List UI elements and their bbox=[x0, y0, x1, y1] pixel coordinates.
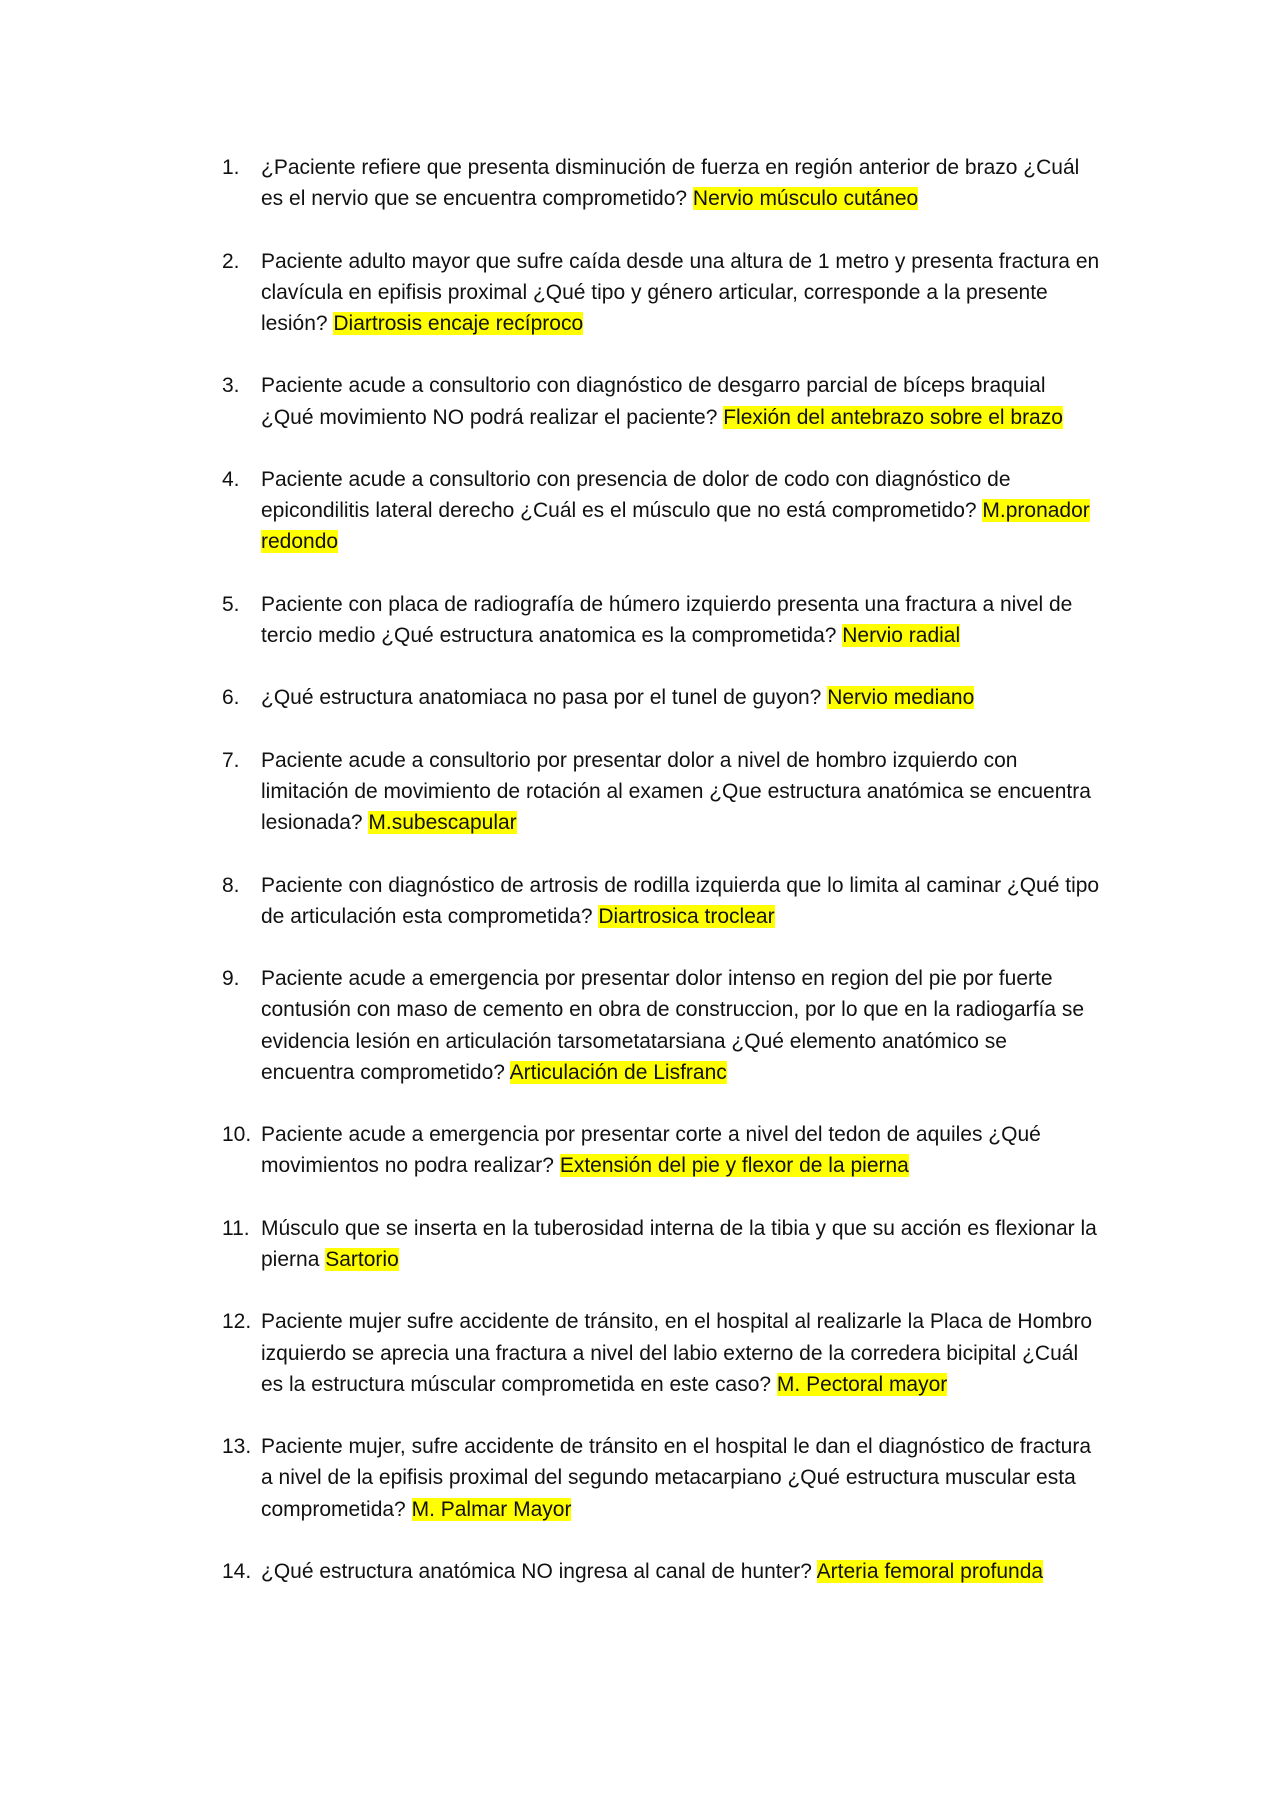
question-item bbox=[222, 745, 1102, 839]
question-number: 10. bbox=[222, 1123, 252, 1147]
highlighted-answer: Sartorio bbox=[325, 1247, 399, 1271]
question-number: 9. bbox=[222, 967, 240, 991]
highlighted-answer: M.subescapular bbox=[368, 811, 517, 835]
question-text: Paciente adulto mayor que sufre caída desde una altura de 1 metro y presenta fractura en clavícula en epifisis proximal ¿Qué tipo y género articular, corresponde a la presente lesión? bbox=[261, 249, 1100, 335]
question-number: 4. bbox=[222, 467, 240, 491]
question-item bbox=[222, 246, 1102, 340]
question-item bbox=[222, 1556, 1102, 1587]
question-text: Paciente acude a emergencia por presentar corte a nivel del tedon de aquiles ¿Qué movimientos no podra realizar? bbox=[261, 1123, 1041, 1178]
question-text: Paciente con placa de radiografía de húmero izquierdo presenta una fractura a nivel de tercio medio ¿Qué estructura anatomica es la comprometida? bbox=[261, 592, 1073, 647]
question-item bbox=[222, 464, 1102, 558]
question-item bbox=[222, 870, 1102, 932]
question-item bbox=[222, 1431, 1102, 1525]
highlighted-answer: Flexión del antebrazo sobre el brazo bbox=[723, 405, 1063, 429]
question-item bbox=[222, 1213, 1102, 1275]
highlighted-answer: Diartrosica troclear bbox=[598, 904, 775, 928]
question-text: ¿Qué estructura anatómica NO ingresa al canal de hunter? bbox=[261, 1559, 817, 1583]
highlighted-answer: Articulación de Lisfranc bbox=[509, 1060, 727, 1084]
highlighted-answer: Nervio radial bbox=[842, 623, 961, 647]
question-number: 14. bbox=[222, 1559, 252, 1583]
question-number: 8. bbox=[222, 873, 240, 897]
question-text: ¿Qué estructura anatomiaca no pasa por el tunel de guyon? bbox=[261, 686, 828, 710]
question-number: 13. bbox=[222, 1435, 252, 1459]
highlighted-answer: Nervio músculo cutáneo bbox=[692, 187, 919, 211]
question-number: 11. bbox=[222, 1216, 250, 1240]
question-number: 5. bbox=[222, 592, 240, 616]
question-text: Paciente con diagnóstico de artrosis de rodilla izquierda que lo limita al caminar ¿Qué tipo de articulación esta comprometida? bbox=[261, 873, 1100, 928]
question-item bbox=[222, 152, 1102, 214]
highlighted-answer: M. Pectoral mayor bbox=[776, 1372, 948, 1396]
question-text: Paciente mujer, sufre accidente de tránsito en el hospital le dan el diagnóstico de fractura a nivel de la epifisis proximal del segundo metacarpiano ¿Qué estructura muscular esta comprometida? bbox=[261, 1435, 1092, 1521]
question-text: ¿Paciente refiere que presenta disminución de fuerza en región anterior de brazo ¿Cuál es el nervio que se encuentra comprometido? bbox=[261, 156, 1080, 211]
highlighted-answer: Arteria femoral profunda bbox=[816, 1559, 1044, 1583]
question-item bbox=[222, 1119, 1102, 1181]
question-number: 12. bbox=[222, 1310, 252, 1334]
question-number: 1. bbox=[222, 156, 240, 179]
question-item bbox=[222, 963, 1102, 1088]
question-number: 6. bbox=[222, 686, 240, 710]
question-text: Paciente acude a emergencia por presentar dolor intenso en region del pie por fuerte contusión con maso de cemento en obra de construccion, por lo que en la radiogarfía se evidencia lesión en articulación tarsometatarsiana ¿Qué elemento anatómico se encuentra comprometido? bbox=[261, 967, 1085, 1084]
question-item bbox=[222, 1306, 1102, 1400]
question-number: 3. bbox=[222, 374, 240, 398]
question-text: Paciente mujer sufre accidente de tránsito, en el hospital al realizarle la Placa de Hombro izquierdo se aprecia una fractura a nivel del labio externo de la corredera bicipital ¿Cuál es la estructura múscular comprometida en este caso? bbox=[261, 1310, 1093, 1396]
highlighted-answer: Extensión del pie y flexor de la pierna bbox=[559, 1154, 909, 1178]
question-item bbox=[222, 370, 1102, 432]
question-item bbox=[222, 682, 1102, 713]
question-text: Músculo que se inserta en la tuberosidad interna de la tibia y que su acción es flexionar la pierna bbox=[261, 1216, 1097, 1271]
question-item bbox=[222, 589, 1102, 651]
question-list bbox=[222, 152, 1102, 1618]
highlighted-answer: Nervio mediano bbox=[827, 686, 975, 710]
question-text: Paciente acude a consultorio con diagnóstico de desgarro parcial de bíceps braquial ¿Qué movimiento NO podrá realizar el paciente? bbox=[261, 374, 1046, 429]
question-text: Paciente acude a consultorio con presencia de dolor de codo con diagnóstico de epicondilitis lateral derecho ¿Cuál es el músculo que no está comprometido? bbox=[261, 467, 1011, 523]
highlighted-answer: M. Palmar Mayor bbox=[411, 1497, 572, 1521]
question-number: 7. bbox=[222, 748, 240, 772]
highlighted-answer: M.pronador redondo bbox=[261, 499, 1090, 554]
question-number: 2. bbox=[222, 249, 240, 273]
question-text: Paciente acude a consultorio por presentar dolor a nivel de hombro izquierdo con limitación de movimiento de rotación al examen ¿Que estructura anatómica se encuentra lesionada? bbox=[261, 748, 1091, 835]
highlighted-answer: Diartrosis encaje recíproco bbox=[333, 312, 584, 335]
